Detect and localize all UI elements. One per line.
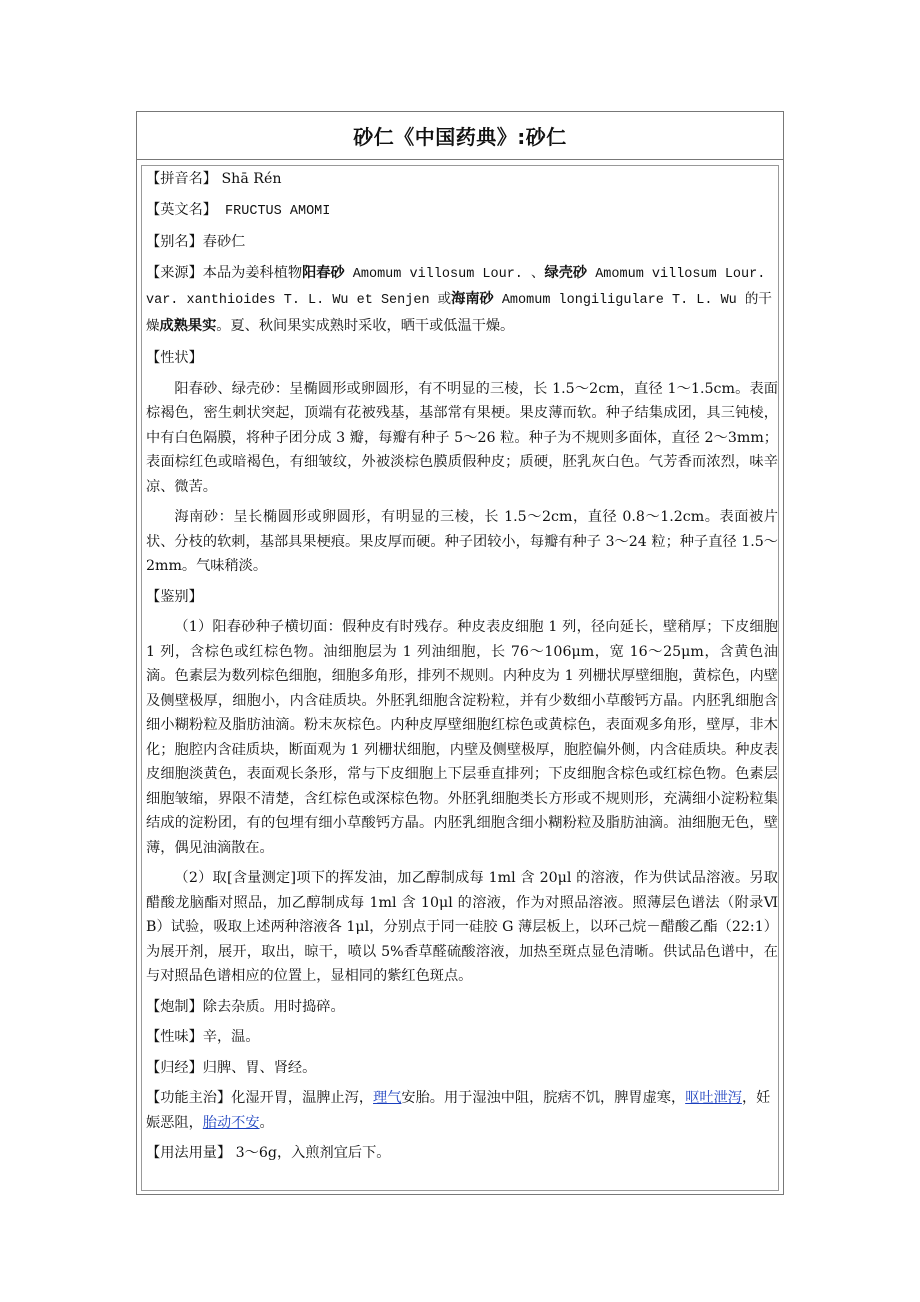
source-bold-4: 成熟果实 <box>159 317 217 334</box>
source-bold-3: 海南砂 <box>451 291 494 307</box>
meridian-field <box>146 1056 778 1081</box>
function-text-3: ，妊娠恶阻， <box>146 1090 771 1131</box>
appearance-paragraph-1: 阳春砂、绿壳砂：呈椭圆形或卵圆形，有不明显的三棱，长 1.5～2cm，直径 1～1.5cm。表面棕褐色，密生刺状突起，顶端有花被残基，基部常有果梗。果皮薄而软。种子结集成团，具三钝棱，中有白色隔膜，将种子团分成 3 瓣，每瓣有种子 5～26 粒。种子为不规则多面体，直径 2～3mm；表面棕红色或暗褐色，有细皱纹，外被淡棕色膜质假种皮；质硬，胚乳灰白色。气芳香而浓烈，味辛凉、微苦。 <box>146 380 778 495</box>
processing-field <box>146 995 778 1020</box>
dosage-label: 【用法用量】 <box>146 1145 232 1161</box>
identification-paragraph-1: （1）阳春砂种子横切面：假种皮有时残存。种皮表皮细胞 1 列，径向延长，壁稍厚；下皮细胞 1 列，含棕色或红棕色物。油细胞层为 1 列油细胞，长 76～106μm，宽 16～25μm，含黄色油滴。色素层为数列棕色细胞，细胞多角形，排列不规则。内种皮为 1 列栅状厚壁细胞，黄棕色，内壁及侧壁极厚，细胞小，内含硅质块。外胚乳细胞含淀粉粒，并有少数细小草酸钙方晶。内胚乳细胞含细小糊粉粒及脂肪油滴。粉末灰棕色。内种皮厚壁细胞红棕色或黄棕色，表面观多角形，壁厚，非木化；胞腔内含硅质块，断面观为 1 列栅状细胞，内壁及侧壁极厚，胞腔偏外侧，内含硅质块。种皮表皮细胞淡黄色，表面观长条形，常与下皮细胞上下层垂直排列；下皮细胞含棕色或红棕色物。色素层细胞皱缩，界限不清楚，含红棕色或深棕色物。外胚乳细胞类长方形或不规则形，充满细小淀粉粒集结成的淀粉团，有的包埋有细小草酸钙方晶。内胚乳细胞含细小糊粉粒及脂肪油滴。油细胞无色，壁薄，偶见油滴散在。 <box>146 619 778 856</box>
source-text-5: 。夏、秋间果实成熟时采收，晒干或低温干燥。 <box>216 317 515 334</box>
nature-label: 【性味】 <box>146 1029 203 1045</box>
english-label: 【英文名】 <box>146 201 217 218</box>
nature-value: 辛，温。 <box>202 1029 260 1045</box>
alias-label: 【别名】 <box>146 234 203 250</box>
link-liqi[interactable]: 理气 <box>373 1090 402 1106</box>
source-bold-2: 绿壳砂 <box>544 264 588 281</box>
title-box <box>137 112 783 160</box>
link-outu-xiexie[interactable]: 呕吐泄泻 <box>685 1090 742 1106</box>
meridian-value: 归脾、胃、肾经。 <box>202 1059 317 1076</box>
function-field <box>146 1086 778 1135</box>
pinyin-value: Shā Rén <box>216 171 282 187</box>
identification-label: 【鉴别】 <box>146 588 203 605</box>
processing-value: 除去杂质。用时捣碎。 <box>202 998 345 1015</box>
dosage-value: 3～6g，入煎剂宜后下。 <box>231 1145 391 1161</box>
appearance-paragraph-2: 海南砂：呈长椭圆形或卵圆形，有明显的三棱，长 1.5～2cm，直径 0.8～1.2cm。表面被片状、分枝的软刺，基部具果梗痕。果皮厚而硬。种子团较小，每瓣有种子 3～24 粒；种子直径 1.5～2mm。气味稍淡。 <box>146 509 778 574</box>
processing-label: 【炮制】 <box>146 998 203 1015</box>
link-taidong-buan[interactable]: 胎动不安 <box>202 1114 260 1131</box>
source-text-4: Amomum longiligulare T. L. Wu 的干燥 <box>146 293 772 335</box>
function-label: 【功能主治】 <box>146 1090 232 1106</box>
meridian-label: 【归经】 <box>146 1059 203 1076</box>
pinyin-label: 【拼音名】 <box>146 171 217 187</box>
pinyin-field <box>146 167 778 192</box>
monograph-content <box>146 167 778 1172</box>
source-text-3: Amomum villosum Lour. var. xanthioides T. L. Wu et Senjen 或 <box>146 266 766 308</box>
english-field <box>146 198 778 225</box>
appearance-label: 【性状】 <box>146 350 203 366</box>
english-value: FRUCTUS AMOMI <box>216 203 331 219</box>
source-label: 【来源】 <box>146 264 203 281</box>
alias-value: 春砂仁 <box>202 234 246 250</box>
source-text-1: 本品为姜科植物 <box>202 264 303 281</box>
nature-field <box>146 1025 778 1050</box>
identification-paragraph-2: （2）取[含量测定]项下的挥发油，加乙醇制成每 1ml 含 20μl 的溶液，作为供试品溶液。另取醋酸龙脑酯对照品，加乙醇制成每 1ml 含 10μl 的溶液，作为对照品溶液。照薄层色谱法（附录Ⅵ B）试验，吸取上述两种溶液各 1μl，分别点于同一硅胶 G 薄层板上，以环己烷－醋酸乙酯（22:1）为展开剂，展开，取出，晾干，喷以 5%香草醛硫酸溶液，加热至斑点显色清晰。供试品色谱中，在与对照品色谱相应的位置上，显相同的紫红色斑点。 <box>146 870 778 984</box>
alias-field <box>146 230 778 255</box>
source-field <box>146 261 778 341</box>
source-text-2: Amomum villosum Lour. 、 <box>344 266 545 282</box>
page-title: 砂仁《中国药典》:砂仁 <box>353 125 567 149</box>
function-text-1: 化湿开胃，温脾止泻， <box>231 1090 374 1106</box>
function-text-2: 安胎。用于湿浊中阻，脘痞不饥，脾胃虚寒， <box>401 1090 686 1106</box>
function-text-4: 。 <box>259 1114 274 1131</box>
source-bold-1: 阳春砂 <box>302 264 345 281</box>
dosage-field <box>146 1141 778 1166</box>
